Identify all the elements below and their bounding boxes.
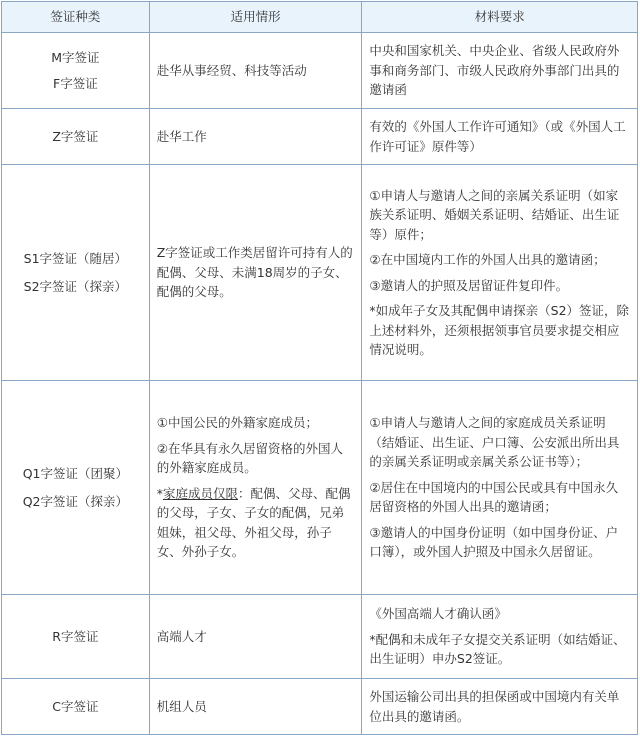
- materials-text: 中央和国家机关、中央企业、省级人民政府外事和商务部门、市级人民政府外事部门出具的邀请函: [369, 43, 620, 98]
- visa-type-cell: [2, 679, 150, 735]
- visa-type-cell: [2, 595, 150, 679]
- situation-cell: [149, 595, 362, 679]
- table-row: [2, 595, 638, 679]
- visa-type-cell: [2, 109, 150, 165]
- situation-note: *家庭成员仅限：配偶、父母、配偶的父母，子女、子女的配偶，兄弟姐妹，祖父母、外祖父母，孙子女、外孙子女。: [156, 485, 351, 560]
- situation-text: 机组人员: [156, 698, 207, 714]
- materials-item: ③邀请人的护照及居留证件复印件。: [369, 277, 569, 293]
- materials-note: *如成年子女及其配偶申请探亲（S2）签证，除上述材料外，还须根据领事官员要求提交相应情况说明。: [369, 303, 630, 357]
- header-visa-type: 签证种类: [2, 2, 150, 33]
- header-row: [2, 2, 638, 33]
- visa-type-cell: [2, 33, 150, 109]
- materials-text: 外国运输公司出具的担保函或中国境内有关单位出具的邀请函。: [369, 689, 620, 724]
- table-row: [2, 165, 638, 381]
- situation-text: 赴华工作: [156, 128, 207, 144]
- visa-type-label: C字签证: [52, 698, 99, 714]
- table-row: [2, 679, 638, 735]
- materials-cell: [362, 165, 638, 381]
- visa-type-cell: [2, 165, 150, 381]
- visa-type-label: S1字签证（随居）: [23, 251, 128, 266]
- materials-item: ①申请人与邀请人之间的家庭成员关系证明（结婚证、出生证、户口簿、公安派出所出具的亲属关系证明或亲属关系公证书等）；: [369, 415, 620, 470]
- visa-type-label: Z字签证: [52, 128, 99, 144]
- situation-cell: [149, 381, 362, 595]
- materials-note: *配偶和未成年子女提交关系证明（如结婚证、出生证明）申办S2签证。: [369, 631, 626, 667]
- visa-type-label: R字签证: [52, 628, 99, 644]
- situation-item: ②在华具有永久居留资格的外国人的外籍家庭成员。: [156, 440, 343, 476]
- situation-cell: [149, 165, 362, 381]
- materials-item: ②在中国境内工作的外国人出具的邀请函；: [369, 252, 606, 267]
- materials-cell: [362, 109, 638, 165]
- visa-type-label: Q1字签证（团聚）: [22, 466, 129, 481]
- materials-item: ②居住在中国境内的中国公民或具有中国永久居留资格的外国人出具的邀请函；: [369, 479, 619, 515]
- situation-text: 高端人才: [156, 628, 207, 644]
- visa-type-label: Q2字签证（探亲）: [22, 493, 129, 509]
- visa-requirements-table: [1, 1, 638, 735]
- situation-text: 赴华从事经贸、科技等活动: [156, 62, 307, 78]
- header-situation: 适用情形: [149, 2, 362, 33]
- materials-cell: [362, 33, 638, 109]
- situation-cell: [149, 679, 362, 735]
- table-row: [2, 381, 638, 595]
- materials-item: 《外国高端人才确认函》: [369, 606, 507, 622]
- situation-cell: [149, 109, 362, 165]
- visa-type-label: F字签证: [53, 75, 98, 91]
- situation-item: ①中国公民的外籍家庭成员；: [156, 415, 318, 431]
- materials-cell: [362, 595, 638, 679]
- materials-item: ①申请人与邀请人之间的亲属关系证明（如家族关系证明、婚姻关系证明、结婚证、出生证等）原件；: [369, 187, 620, 242]
- materials-text: 有效的《外国人工作许可通知》（或《外国人工作许可证》原件等）: [369, 119, 626, 154]
- materials-item: ③邀请人的中国身份证明（如中国身份证、户口簿），或外国人护照及中国永久居留证。: [369, 524, 619, 560]
- situation-cell: [149, 33, 362, 109]
- materials-cell: [362, 679, 638, 735]
- situation-text: Z字签证或工作类居留许可持有人的配偶、父母、未满18周岁的子女、配偶的父母。: [156, 245, 353, 300]
- materials-cell: [362, 381, 638, 595]
- visa-type-label: S2字签证（探亲）: [23, 278, 128, 294]
- underlined-phrase: 家庭成员仅限: [162, 485, 238, 501]
- header-materials: 材料要求: [362, 2, 638, 33]
- table-row: [2, 33, 638, 109]
- visa-type-label: M字签证: [51, 50, 100, 65]
- visa-type-cell: [2, 381, 150, 595]
- table-row: [2, 109, 638, 165]
